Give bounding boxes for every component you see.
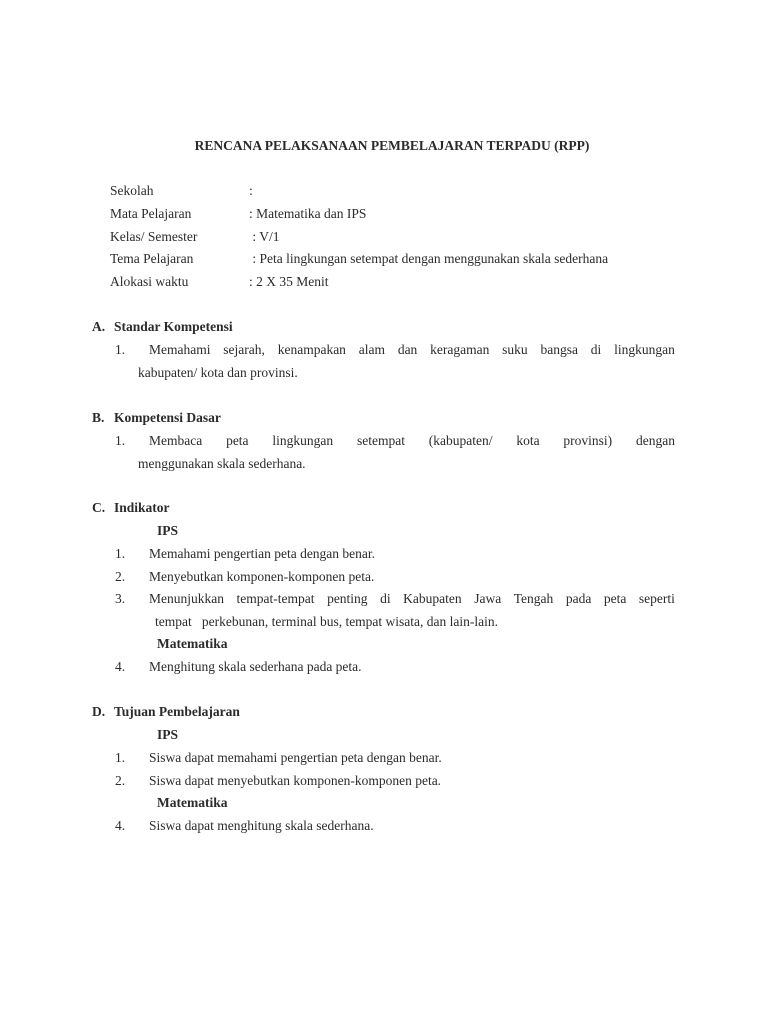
section-b-item-line1	[149, 433, 675, 449]
word: Tengah	[513, 591, 554, 606]
section-c-item-number: 1.	[115, 546, 126, 561]
section-c-item-text: Menyebutkan komponen-komponen peta.	[149, 569, 375, 584]
word: di	[590, 342, 602, 357]
word: bangsa	[540, 342, 578, 357]
identity-value-sekolah: :	[249, 183, 253, 198]
word: sejarah,	[223, 342, 265, 357]
word: di	[380, 591, 391, 606]
section-c-heading	[92, 500, 170, 516]
word: pada	[565, 591, 592, 606]
section-d-item-text: Siswa dapat menghitung skala sederhana.	[149, 818, 374, 833]
word: (kabupaten/	[428, 433, 493, 448]
section-d-title: Tujuan Pembelajaran	[114, 704, 240, 719]
identity-value-mata-pelajaran: : Matematika dan IPS	[249, 206, 367, 221]
identity-value-alokasi-waktu: : 2 X 35 Menit	[249, 274, 329, 289]
identity-label-alokasi-waktu: Alokasi waktu	[110, 274, 189, 289]
identity-label-sekolah: Sekolah	[110, 183, 154, 198]
word: setempat	[356, 433, 405, 448]
word: lingkungan	[272, 433, 334, 448]
word: lingkungan	[614, 342, 675, 357]
word: peta	[226, 433, 249, 448]
word: peta	[603, 591, 627, 606]
section-b-item-line2: menggunakan skala sederhana.	[138, 456, 306, 471]
section-a-letter: A.	[92, 319, 106, 334]
section-b-item-number: 1.	[115, 433, 126, 448]
section-a-title: Standar Kompetensi	[114, 319, 233, 334]
word: Kabupaten	[403, 591, 462, 606]
section-a-item-line2: kabupaten/ kota dan provinsi.	[138, 365, 298, 380]
section-c-item-text: Menghitung skala sederhana pada peta.	[149, 659, 362, 674]
identity-value-tema-pelajaran: : Peta lingkungan setempat dengan menggunakan skala sederhana	[249, 251, 609, 266]
section-c-item-text: Memahami pengertian peta dengan benar.	[149, 546, 376, 561]
section-c-item-line1	[149, 591, 675, 607]
section-c-title: Indikator	[114, 500, 170, 515]
section-d-subheading-ips: IPS	[157, 727, 179, 742]
section-a-item-number: 1.	[115, 342, 126, 357]
section-b-heading	[92, 410, 221, 426]
section-c-subheading-matematika: Matematika	[157, 636, 228, 651]
word: dengan	[636, 433, 675, 448]
word: Jawa	[474, 591, 502, 606]
word: penting	[327, 591, 368, 606]
identity-label-kelas-semester: Kelas/ Semester	[110, 229, 198, 244]
section-c-item-number: 4.	[115, 659, 126, 674]
word: tempat-tempat	[236, 591, 315, 606]
section-d-item-number: 2.	[115, 773, 126, 788]
word: Memahami	[149, 342, 211, 357]
word: kota	[516, 433, 540, 448]
section-c-letter: C.	[92, 500, 106, 515]
section-b-letter: B.	[92, 410, 105, 425]
section-c-item-number: 3.	[115, 591, 126, 606]
section-c-item-number: 2.	[115, 569, 126, 584]
section-d-subheading-matematika: Matematika	[157, 795, 228, 810]
word: Menunjukkan	[149, 591, 224, 606]
word: alam	[358, 342, 385, 357]
word: keragaman	[430, 342, 490, 357]
section-d-letter: D.	[92, 704, 106, 719]
section-b-title: Kompetensi Dasar	[114, 410, 221, 425]
identity-value-kelas-semester: : V/1	[249, 229, 280, 244]
document-title: RENCANA PELAKSANAAN PEMBELAJARAN TERPADU (RPP)	[194, 138, 590, 153]
word: suku	[502, 342, 528, 357]
section-c-item-line2: tempat perkebunan, terminal bus, tempat wisata, dan lain-lain.	[155, 614, 499, 629]
section-d-item-number: 1.	[115, 750, 126, 765]
section-c-subheading-ips: IPS	[157, 523, 179, 538]
section-d-item-text: Siswa dapat menyebutkan komponen-komponen peta.	[149, 773, 442, 788]
section-d-item-number: 4.	[115, 818, 126, 833]
section-d-heading	[92, 704, 240, 720]
word: kenampakan	[277, 342, 346, 357]
word: seperti	[638, 591, 675, 606]
section-a-item-line1	[149, 342, 675, 358]
word: provinsi)	[563, 433, 613, 448]
section-d-item-text: Siswa dapat memahami pengertian peta dengan benar.	[149, 750, 442, 765]
section-a-heading	[92, 319, 233, 335]
word: dan	[397, 342, 418, 357]
identity-label-mata-pelajaran: Mata Pelajaran	[110, 206, 192, 221]
identity-label-tema-pelajaran: Tema Pelajaran	[110, 251, 194, 266]
word: Membaca	[149, 433, 203, 448]
